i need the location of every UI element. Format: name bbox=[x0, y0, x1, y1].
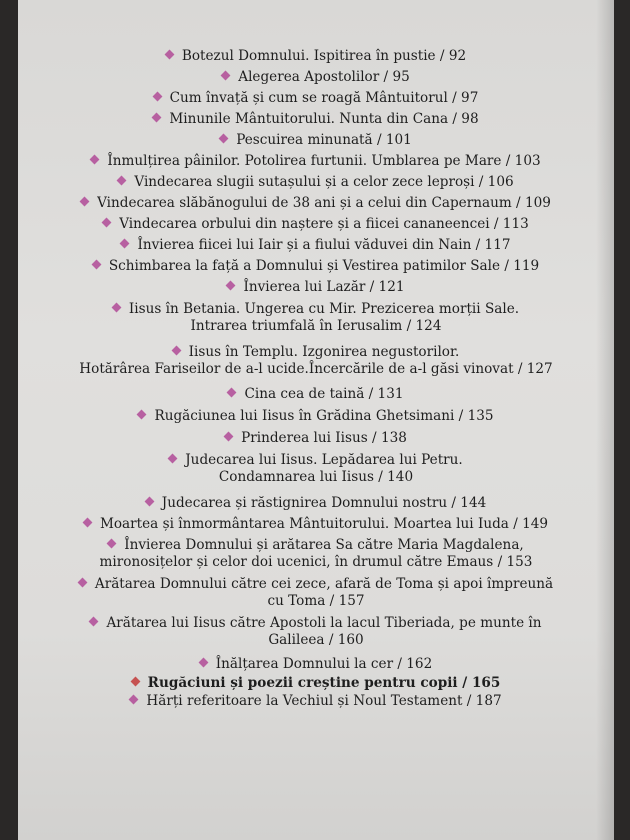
toc-entry bbox=[18, 495, 614, 512]
toc-entry-continuation: Condamnarea lui Iisus / 140 bbox=[218, 469, 414, 485]
toc-entry-text: Rugăciunea lui Iisus în Grădina Ghetsimani / 135 bbox=[154, 408, 494, 424]
toc-entry-bold bbox=[18, 675, 614, 692]
toc-entry bbox=[18, 386, 614, 403]
toc-entry-text: Înălțarea Domnului la cer / 162 bbox=[215, 656, 433, 672]
toc-entry-text: Iisus în Templu. Izgonirea negustorilor. bbox=[188, 344, 460, 360]
toc-entry bbox=[18, 615, 614, 649]
toc-entry bbox=[18, 69, 614, 86]
toc-entry-text: Învierea lui Lazăr / 121 bbox=[243, 279, 405, 295]
toc-entry-text: Moartea și înmormântarea Mântuitorului. Moartea lui Iuda / 149 bbox=[99, 516, 549, 532]
diamond-bullet-icon bbox=[107, 539, 117, 549]
diamond-bullet-icon bbox=[117, 176, 127, 186]
diamond-bullet-icon bbox=[137, 410, 147, 420]
toc-entry-text: Vindecarea slăbănogului de 38 ani și a celui din Capernaum / 109 bbox=[97, 195, 551, 211]
toc-entry-continuation: Intrarea triumfală în Ierusalim / 124 bbox=[190, 318, 442, 334]
toc-entry-text: Iisus în Betania. Ungerea cu Mir. Prezicerea morții Sale. bbox=[128, 301, 520, 317]
diamond-bullet-icon bbox=[227, 388, 237, 398]
diamond-bullet-icon bbox=[171, 346, 181, 356]
toc-entry-text: Înmulțirea pâinilor. Potolirea furtunii. Umblarea pe Mare / 103 bbox=[107, 153, 541, 169]
toc-entry-text: Învierea fiicei lui Iair și a fiului văduvei din Nain / 117 bbox=[137, 237, 511, 253]
diamond-bullet-icon bbox=[152, 92, 162, 102]
toc-entry bbox=[18, 258, 614, 275]
toc-entry bbox=[18, 344, 614, 378]
diamond-bullet-icon bbox=[111, 303, 121, 313]
toc-entry bbox=[18, 301, 614, 335]
toc-entry bbox=[18, 111, 614, 128]
diamond-bullet-icon bbox=[77, 578, 87, 588]
toc-entry-text: Cina cea de taină / 131 bbox=[244, 386, 404, 402]
toc-entry bbox=[18, 516, 614, 533]
diamond-bullet-icon bbox=[80, 197, 90, 207]
toc-entry-text: Hărți referitoare la Vechiul și Noul Testament / 187 bbox=[146, 693, 502, 709]
toc-entry-text: Botezul Domnului. Ispitirea în pustie / 92 bbox=[181, 48, 467, 64]
diamond-bullet-icon bbox=[164, 50, 174, 60]
toc-entry bbox=[18, 174, 614, 191]
toc-entry bbox=[18, 537, 614, 571]
diamond-bullet-icon bbox=[219, 134, 229, 144]
toc-entry bbox=[18, 132, 614, 149]
toc-entry bbox=[18, 48, 614, 65]
diamond-bullet-icon bbox=[198, 658, 208, 668]
diamond-bullet-icon bbox=[130, 677, 140, 687]
toc-entry-text: Rugăciuni și poezii creștine pentru copii / 165 bbox=[147, 675, 501, 691]
toc-entry bbox=[18, 237, 614, 254]
toc-entry bbox=[18, 279, 614, 296]
toc-entry-text: Vindecarea orbului din naștere și a fiicei cananeencei / 113 bbox=[119, 216, 529, 232]
diamond-bullet-icon bbox=[144, 497, 154, 507]
diamond-bullet-icon bbox=[83, 518, 93, 528]
toc-entry-text: Arătarea lui Iisus către Apostoli la lacul Tiberiada, pe munte în bbox=[106, 615, 542, 631]
toc-entry bbox=[18, 452, 614, 486]
diamond-bullet-icon bbox=[224, 432, 234, 442]
diamond-bullet-icon bbox=[221, 71, 231, 81]
diamond-bullet-icon bbox=[129, 695, 139, 705]
toc-entry bbox=[18, 195, 614, 212]
toc-entry-continuation: mironosițelor și celor doi ucenici, în drumul către Emaus / 153 bbox=[99, 554, 533, 570]
toc-entry bbox=[18, 153, 614, 170]
toc-entry-text: Cum învață și cum se roagă Mântuitorul / 97 bbox=[169, 90, 479, 106]
diamond-bullet-icon bbox=[89, 617, 99, 627]
toc-entry bbox=[18, 90, 614, 107]
diamond-bullet-icon bbox=[91, 260, 101, 270]
toc-entry-text: Învierea Domnului și arătarea Sa către Maria Magdalena, bbox=[124, 537, 524, 553]
toc-entry-text: Judecarea lui Iisus. Lepădarea lui Petru. bbox=[185, 452, 463, 468]
toc-entry bbox=[18, 408, 614, 425]
toc-entry-continuation: Hotărârea Fariseilor de a-l ucide.Încercările de a-l găsi vinovat / 127 bbox=[79, 361, 553, 377]
toc-entry-text: Vindecarea slugii sutașului și a celor zece leproși / 106 bbox=[134, 174, 514, 190]
toc-entry bbox=[18, 576, 614, 610]
book-page bbox=[18, 0, 614, 840]
diamond-bullet-icon bbox=[90, 155, 100, 165]
toc-entry-continuation: cu Toma / 157 bbox=[267, 593, 365, 609]
diamond-bullet-icon bbox=[168, 454, 178, 464]
toc-entry bbox=[18, 693, 614, 710]
toc-entry-text: Schimbarea la față a Domnului și Vestirea patimilor Sale / 119 bbox=[108, 258, 540, 274]
toc-entry-text: Judecarea și răstignirea Domnului nostru / 144 bbox=[161, 495, 487, 511]
toc-entry-text: Minunile Mântuitorului. Nunta din Cana / 98 bbox=[169, 111, 479, 127]
toc-entry bbox=[18, 430, 614, 447]
diamond-bullet-icon bbox=[226, 281, 236, 291]
diamond-bullet-icon bbox=[152, 113, 162, 123]
toc-entry-text: Pescuirea minunată / 101 bbox=[236, 132, 412, 148]
toc-entry-text: Arătarea Domnului către cei zece, afară de Toma și apoi împreună bbox=[94, 576, 554, 592]
toc-entry-text: Prinderea lui Iisus / 138 bbox=[241, 430, 407, 446]
diamond-bullet-icon bbox=[102, 218, 112, 228]
toc-entry bbox=[18, 656, 614, 673]
toc-entry bbox=[18, 216, 614, 233]
toc-entry-continuation: Galileea / 160 bbox=[268, 632, 364, 648]
diamond-bullet-icon bbox=[120, 239, 130, 249]
toc-entry-text: Alegerea Apostolilor / 95 bbox=[238, 69, 410, 85]
